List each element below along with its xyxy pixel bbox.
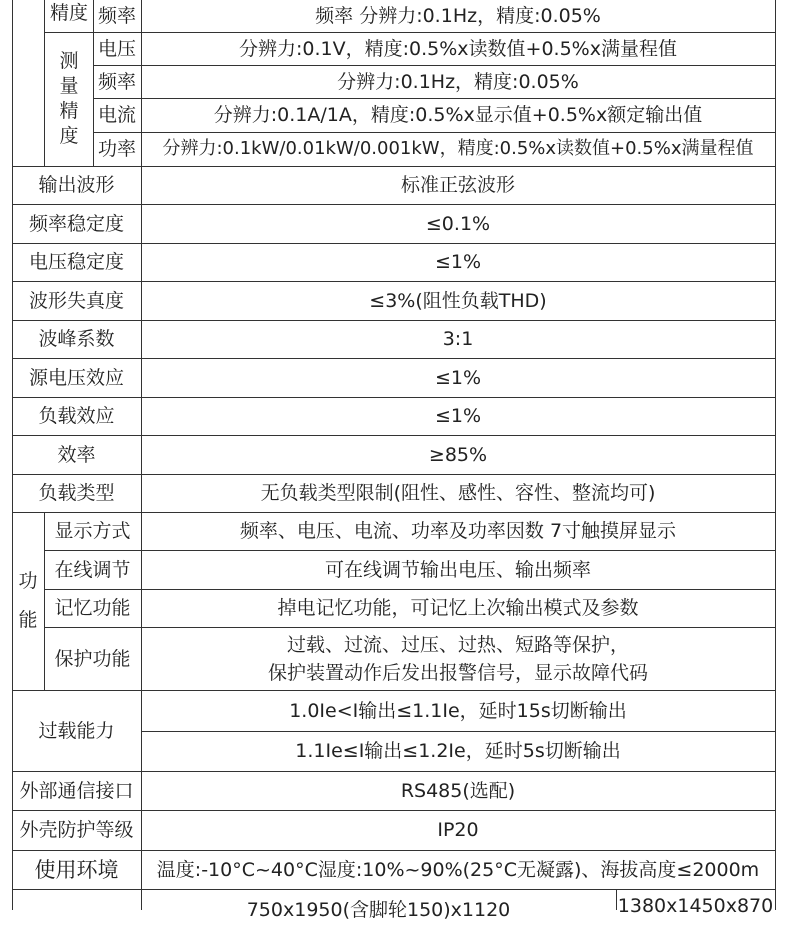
- grid-line: [44, 32, 775, 33]
- function-label-char: 功: [18, 570, 38, 592]
- spec-label-efficiency: 效率: [57, 443, 96, 466]
- grid-line: [12, 435, 776, 436]
- function-memory-value: 掉电记忆功能，可记忆上次输出模式及参数: [277, 597, 639, 619]
- function-online-label: 在线调节: [54, 558, 131, 581]
- function-label-char: 能: [18, 609, 38, 631]
- measure-freq-label: 频率: [97, 70, 136, 93]
- spec-value-efficiency: ≥85%: [428, 443, 488, 466]
- grid-line: [141, 0, 142, 910]
- spec-value-load-effect: ≤1%: [434, 405, 482, 427]
- grid-line: [93, 98, 775, 99]
- grid-line: [12, 889, 776, 890]
- measure-current-value: 分辨力:0.1A/1A，精度:0.5%x显示值+0.5%x额定输出值: [213, 104, 703, 126]
- protect-line: 保护装置动作后发出报警信号，显示故障代码: [267, 661, 648, 684]
- spec-label-load-type: 负载类型: [38, 482, 115, 504]
- grid-line: [93, 132, 775, 133]
- spec-value-load-type: 无负载类型限制(阻性、感性、容性、整流均可): [260, 482, 656, 504]
- measure-current-label: 电流: [97, 104, 136, 126]
- spec-label-waveform: 输出波形: [38, 174, 115, 196]
- grid-line: [44, 589, 776, 590]
- tail-value-env: 温度:-10°C~40°C湿度:10%~90%(25°C无凝露)、海拔高度≤2000m: [156, 858, 760, 881]
- protect-line: 过载、过流、过压、过热、短路等保护，: [286, 633, 629, 656]
- tail-label-ip: 外壳防护等级: [19, 819, 134, 841]
- grid-line: [616, 889, 617, 910]
- measure-power-value: 分辨力:0.1kW/0.01kW/0.001kW，精度:0.5%x读数值+0.5%x满量程值: [162, 138, 754, 159]
- grid-line: [12, 243, 776, 244]
- spec-label-freq-stability: 频率稳定度: [28, 212, 124, 235]
- measure-voltage-label: 电压: [97, 37, 136, 60]
- spec-label-load-effect: 负载效应: [38, 405, 115, 427]
- grid-line: [44, 512, 45, 690]
- spec-label-crest-factor: 波峰系数: [38, 328, 115, 350]
- spec-value-distortion: ≤3%(阻性负载THD): [369, 289, 547, 312]
- tail-label-comm: 外部通信接口: [19, 779, 134, 802]
- grid-line: [775, 0, 776, 910]
- spec-label-distortion: 波形失真度: [28, 289, 124, 312]
- grid-line: [12, 850, 776, 851]
- measure-label-char: 精: [59, 100, 79, 122]
- function-online-value: 可在线调节输出电压、输出频率: [324, 558, 591, 581]
- overload-label: 过载能力: [38, 719, 115, 742]
- bottom-dim-left: 750x1950(含脚轮150)x1120: [246, 899, 511, 921]
- grid-line: [12, 474, 776, 475]
- function-display-label: 显示方式: [54, 520, 131, 542]
- grid-line: [44, 0, 45, 166]
- grid-line: [12, 690, 776, 691]
- tail-value-comm: RS485(选配): [400, 779, 516, 802]
- top-freq-label: 频率: [97, 5, 136, 27]
- function-protect-label: 保护功能: [54, 647, 131, 670]
- grid-line: [12, 810, 776, 811]
- measure-freq-value: 分辨力:0.1Hz，精度:0.05%: [337, 70, 579, 93]
- grid-line: [44, 627, 776, 628]
- grid-line: [12, 320, 776, 321]
- grid-line: [12, 166, 776, 167]
- overload-value-1: 1.0Ie<I输出≤1.1Ie，延时15s切断输出: [289, 699, 627, 722]
- grid-line: [12, 397, 776, 398]
- tail-value-ip: IP20: [437, 819, 479, 841]
- grid-line: [12, 358, 776, 359]
- spec-value-volt-stability: ≤1%: [434, 251, 482, 273]
- grid-line: [44, 550, 776, 551]
- bottom-dim-right: 1380x1450x870: [617, 895, 774, 917]
- top-freq-value: 频率 分辨力:0.1Hz，精度:0.05%: [315, 5, 601, 27]
- measure-voltage-value: 分辨力:0.1V，精度:0.5%x读数值+0.5%x满量程值: [239, 37, 677, 60]
- spec-value-waveform: 标准正弦波形: [400, 174, 515, 196]
- overload-value-2: 1.1Ie≤I输出≤1.2Ie，延时5s切断输出: [295, 740, 621, 762]
- function-display-value: 频率、电压、电流、功率及功率因数 7寸触摸屏显示: [239, 520, 677, 542]
- spec-value-source-effect: ≤1%: [434, 366, 482, 389]
- measure-label-char: 度: [59, 125, 79, 147]
- function-memory-label: 记忆功能: [54, 597, 131, 619]
- function-group-label: [12, 512, 44, 690]
- measure-power-label: 功率: [97, 138, 136, 160]
- spec-label-source-effect: 源电压效应: [28, 366, 124, 389]
- measure-label-char: 测: [59, 50, 79, 72]
- measure-label-char: 量: [59, 75, 79, 97]
- tail-label-env: 使用环境: [34, 857, 119, 882]
- grid-line: [12, 0, 13, 910]
- grid-line: [12, 771, 776, 772]
- grid-line: [93, 65, 775, 66]
- spec-label-volt-stability: 电压稳定度: [28, 251, 124, 273]
- grid-line: [12, 512, 776, 513]
- grid-line: [12, 281, 776, 282]
- function-protect-value: [141, 627, 775, 690]
- grid-line: [141, 731, 776, 732]
- spec-value-freq-stability: ≤0.1%: [425, 212, 491, 235]
- precision-label-fragment: 精度: [49, 2, 88, 24]
- grid-line: [93, 0, 94, 166]
- grid-line: [12, 204, 776, 205]
- measure-group-label: [45, 32, 93, 166]
- spec-value-crest-factor: 3:1: [442, 328, 474, 350]
